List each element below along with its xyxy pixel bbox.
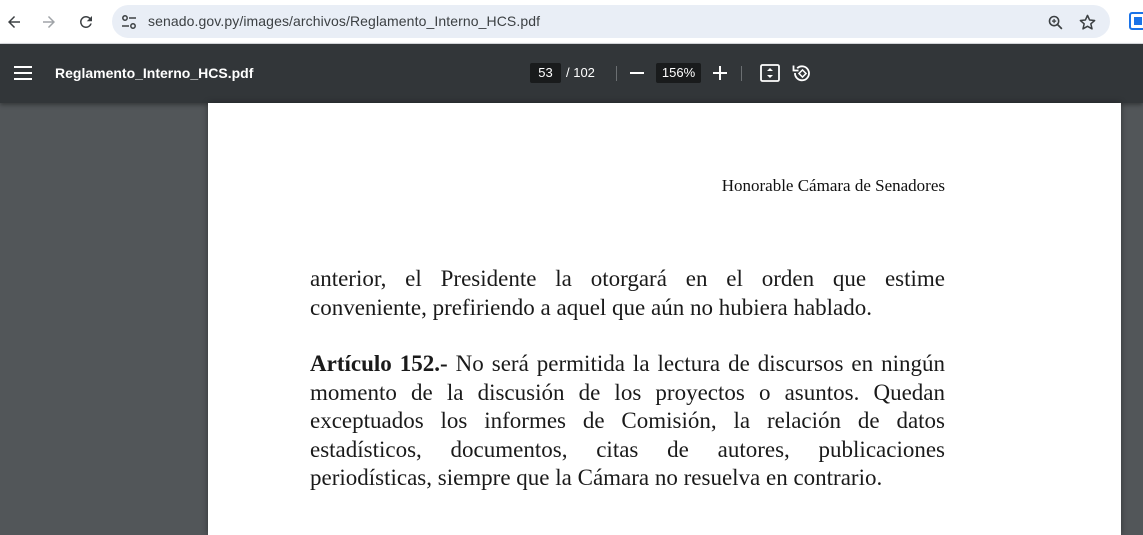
zoom-button[interactable] [1045, 12, 1065, 32]
zoom-level-input[interactable]: 156% [656, 63, 701, 83]
toolbar-divider [616, 66, 617, 81]
star-icon [1078, 13, 1097, 32]
rotate-button[interactable] [791, 62, 813, 84]
menu-button[interactable] [13, 64, 33, 82]
fit-to-page-button[interactable] [759, 62, 781, 84]
reload-button[interactable] [72, 8, 100, 36]
paragraph-2 [310, 350, 945, 493]
toolbar-divider [741, 66, 742, 81]
plus-icon [710, 63, 730, 83]
extension-button[interactable] [1128, 11, 1143, 31]
paragraph-1: anterior, el Presidente la otorgará en el orden que estime conveniente, prefiriendo a aquel que aún no hubiera hablado. [310, 266, 945, 320]
pdf-toolbar [0, 44, 1143, 103]
back-button[interactable] [0, 8, 28, 36]
address-bar[interactable] [112, 5, 1110, 38]
article-label: Artículo 152.- [310, 351, 448, 376]
page-total: / 102 [566, 65, 595, 80]
fit-page-icon [759, 62, 781, 84]
article-text: No será permitida la lectura de discursos en ningún momento de la discusión de los proyectos o asuntos. Quedan exceptuados los informes de Comisión, la relación de datos estadísticos, documentos, citas de autores, publicaciones periodísticas, siempre que la Cámara no resuelva en contrario. [310, 351, 945, 490]
zoom-icon [1047, 14, 1064, 31]
forward-arrow-icon [40, 13, 58, 31]
url-text[interactable]: senado.gov.py/images/archivos/Reglamento_Interno_HCS.pdf [148, 13, 541, 29]
page-number-input[interactable]: 53 [530, 63, 561, 83]
forward-button[interactable] [35, 8, 63, 36]
bookmark-button[interactable] [1077, 12, 1097, 32]
zoom-out-button[interactable] [627, 63, 647, 83]
site-info-button[interactable] [120, 13, 138, 31]
browser-toolbar [0, 0, 1143, 44]
reload-icon [77, 13, 95, 31]
tune-icon [121, 14, 137, 30]
zoom-in-button[interactable] [710, 63, 730, 83]
hamburger-menu-icon [13, 64, 33, 82]
document-title: Reglamento_Interno_HCS.pdf [55, 65, 254, 81]
pdf-page [208, 103, 1121, 535]
rotate-counterclockwise-icon [791, 62, 813, 84]
extension-icon [1128, 11, 1143, 31]
minus-icon [627, 63, 647, 83]
back-arrow-icon [5, 13, 23, 31]
running-header: Honorable Cámara de Senadores [721, 176, 945, 195]
